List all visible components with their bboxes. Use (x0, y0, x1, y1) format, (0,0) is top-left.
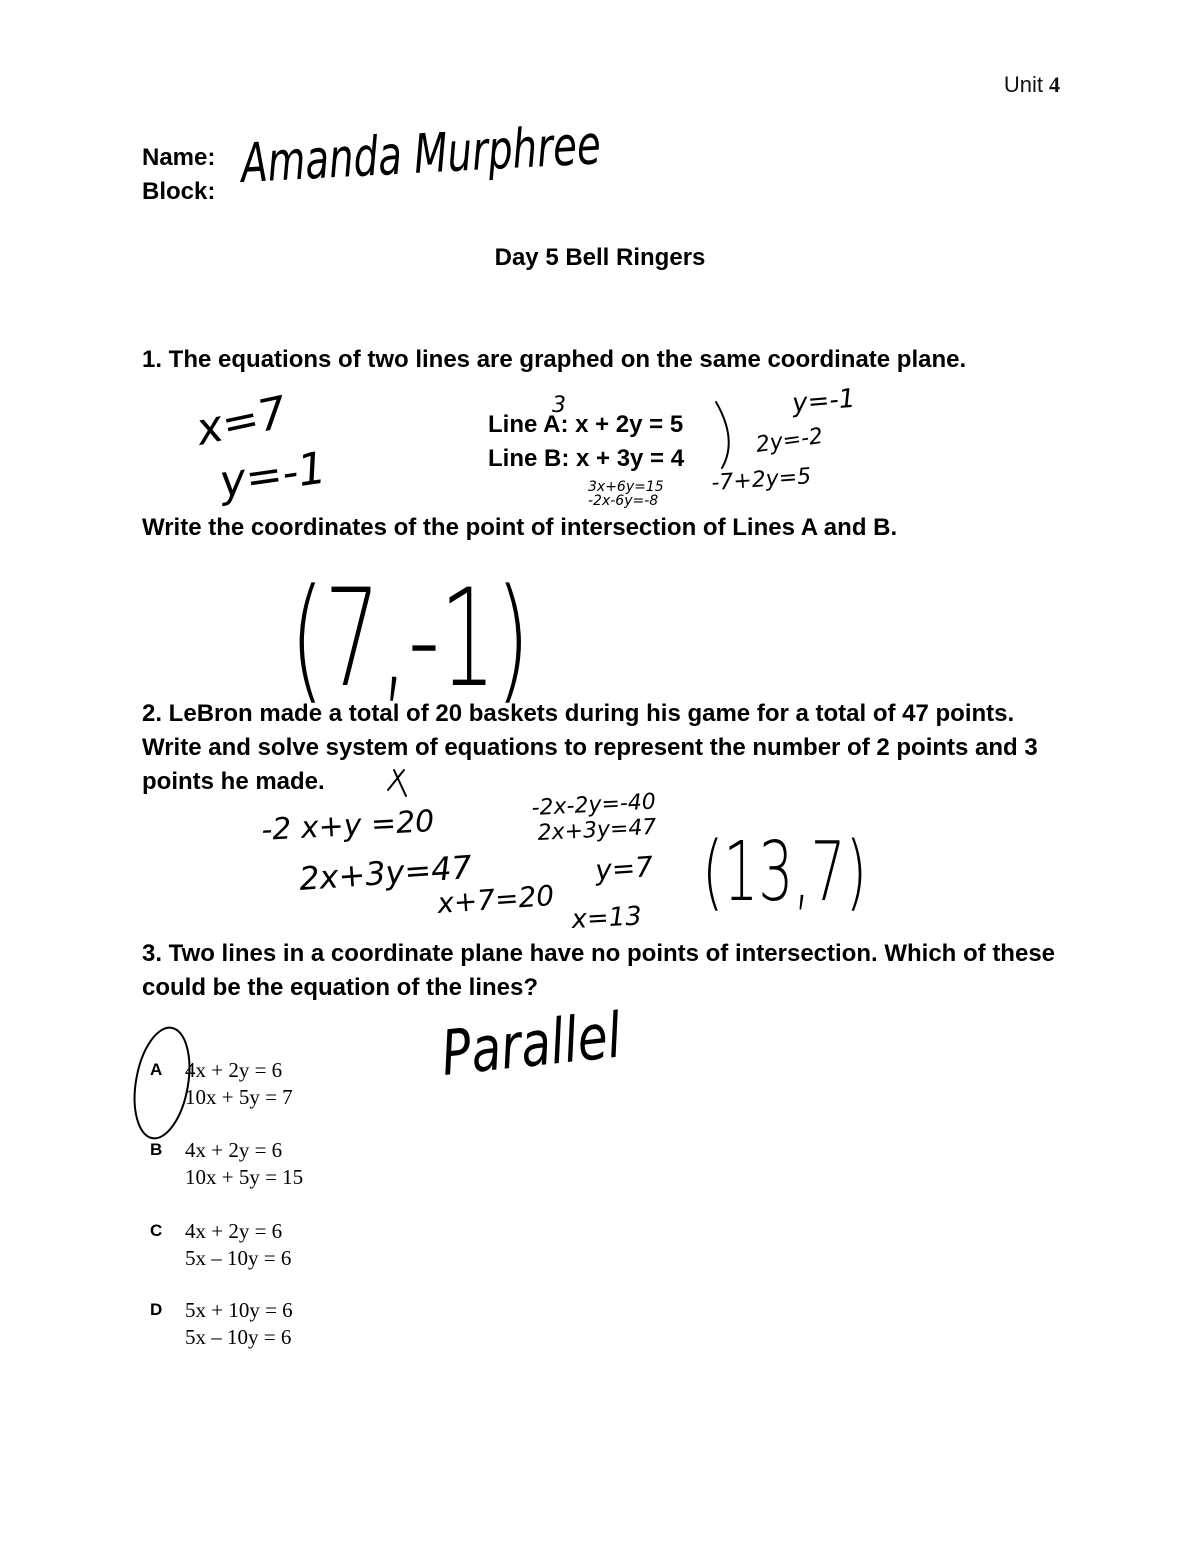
choice-equation: 5x – 10y = 6 (185, 1246, 292, 1270)
q1-ink-step-4: -2x-6y=-8 (588, 493, 659, 509)
choice-equation: 5x – 10y = 6 (185, 1325, 292, 1349)
choice-letter: A (150, 1060, 163, 1079)
name-label: Name: (142, 144, 216, 171)
q1-ink-3: 3 (552, 393, 566, 418)
q1-ink-step-2: -7+2y=5 (710, 464, 813, 496)
q2-ink-answer: (13,7) (702, 825, 867, 920)
q2-ink-elim2: 2x+3y=47 (537, 814, 658, 846)
choice-a-circle (127, 1023, 198, 1142)
choice-equation: 10x + 5y = 7 (185, 1085, 293, 1109)
q2-ink-y: y=7 (594, 850, 655, 887)
choice-equation: 4x + 2y = 6 (185, 1219, 283, 1243)
q1-ink-x: x=7 (191, 386, 292, 456)
q2-ink-eq2: 2x+3y=47 (297, 848, 474, 898)
q1-ink-step-1: 2y=-2 (754, 423, 825, 458)
choice-letter: C (150, 1221, 163, 1240)
choice-equation: 10x + 5y = 15 (185, 1165, 304, 1189)
q2-ink-elim1: -2x-2y=-40 (531, 789, 657, 821)
unit-label: Unit (1003, 72, 1043, 97)
choice-letter: D (150, 1300, 163, 1319)
q1-line-a: Line A: x + 2y = 5 (488, 411, 684, 438)
unit-header (1004, 72, 1060, 98)
q3-ink-parallel: Parallel (437, 993, 674, 1090)
q1-line-b: Line B: x + 3y = 4 (488, 445, 685, 472)
q3-prompt: 3. Two lines in a coordinate plane have no points of intersection. Which of these could be the equation of the lines? (142, 940, 1056, 1001)
block-label: Block: (142, 178, 216, 205)
q1-ink-bracket (716, 402, 729, 468)
q2-prompt: 2. LeBron made a total of 20 baskets during his game for a total of 47 points. Write and solve system of equations to represent the number of 2 points and 3 points he made. (142, 700, 1038, 795)
q1-ink-y-side: y=-1 (790, 383, 857, 419)
q1-prompt: 1. The equations of two lines are graphed on the same coordinate plane. (142, 346, 967, 373)
q1-instruction: Write the coordinates of the point of intersection of Lines A and B. (142, 514, 898, 541)
choice-equation: 5x + 10y = 6 (185, 1298, 293, 1322)
q2-ink-x: x=13 (570, 901, 643, 935)
q1-ink-answer: (7,-1) (290, 560, 530, 717)
q1-ink-step-3: 3x+6y=15 (588, 479, 664, 495)
choice-equation: 4x + 2y = 6 (185, 1138, 283, 1162)
worksheet-title: Day 5 Bell Ringers (494, 244, 706, 271)
choice-letter: B (150, 1140, 163, 1159)
q2-ink-sub: x+7=20 (436, 878, 556, 920)
unit-number: 4 (1049, 72, 1060, 97)
name-signature: Amanda Murphree (239, 105, 744, 195)
choice-equation: 4x + 2y = 6 (185, 1058, 283, 1082)
q1-ink-y: y=-1 (216, 442, 330, 508)
q2-ink-eq1: -2 x+y =20 (260, 803, 436, 848)
